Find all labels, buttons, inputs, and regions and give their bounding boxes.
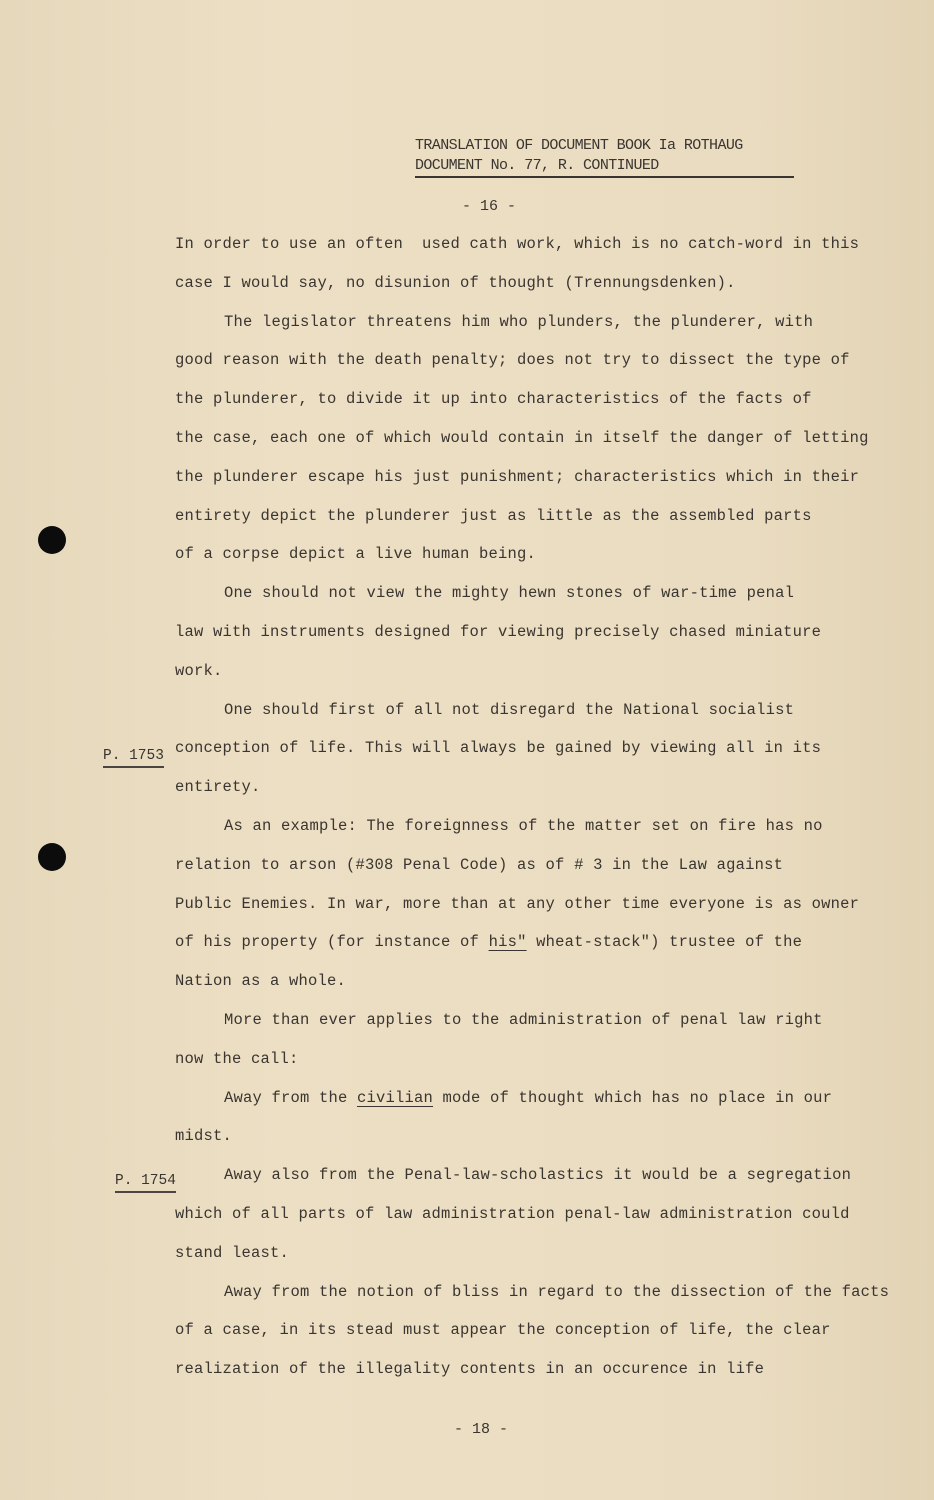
text-segment: the case, each one of which would contain in itself the danger of letting: [175, 429, 869, 447]
text-segment: now the call:: [175, 1049, 299, 1068]
text-line: [175, 662, 223, 680]
text-line: [224, 313, 813, 331]
text-line: [175, 972, 346, 990]
text-segment: In order to use an often used cath work, which is no catch-word in this: [175, 235, 860, 253]
text-line: [175, 274, 736, 292]
text-line: [175, 1321, 831, 1339]
text-segment: One should first of all not disregard the National socialist: [224, 700, 795, 719]
text-segment: law with instruments designed for viewing precisely chased miniature: [175, 623, 822, 641]
text-segment: which of all parts of law administration penal-law administration could: [175, 1205, 850, 1223]
text-line: [175, 623, 821, 641]
page-number-bottom: - 18 -: [454, 1421, 509, 1438]
text-segment: midst.: [175, 1127, 233, 1146]
binder-hole: [38, 843, 66, 871]
text-line: [175, 429, 869, 447]
text-segment: the plunderer, to divide it up into characteristics of the facts of: [175, 390, 812, 409]
text-line: [175, 1244, 289, 1262]
text-segment: The legislator threatens him who plunders, the plunderer, with: [224, 312, 814, 331]
text-line: [175, 895, 859, 913]
text-segment: good reason with the death penalty; does not try to dissect the type of: [175, 351, 850, 370]
text-segment: stand least.: [175, 1243, 290, 1262]
text-line: [175, 778, 261, 796]
text-line: [175, 856, 783, 874]
text-line: [175, 739, 821, 757]
text-segment: Public Enemies. In war, more than at any other time everyone is as owner: [175, 894, 860, 913]
margin-note-page-ref: P. 1754: [115, 1173, 176, 1193]
text-segment: realization of the illegality contents in an occurence in life: [175, 1360, 765, 1379]
text-line: [175, 1205, 850, 1223]
text-line: [175, 545, 536, 563]
text-segment: Nation as a whole.: [175, 972, 347, 991]
underlined-text: his": [488, 933, 527, 952]
header-document-number: DOCUMENT No. 77, R. CONTINUED: [415, 157, 659, 174]
text-segment: entirety depict the plunderer just as little as the assembled parts: [175, 506, 812, 525]
text-segment: As an example: The foreignness of the matter set on fire has no: [224, 817, 823, 835]
text-segment: Away from the notion of bliss in regard to the dissection of the facts: [224, 1282, 890, 1301]
text-line: [224, 701, 794, 719]
text-line: [224, 1283, 889, 1301]
text-line: [224, 1011, 823, 1029]
text-line: [175, 1050, 299, 1068]
header-underline: [415, 176, 794, 178]
text-segment: work.: [175, 661, 223, 680]
text-line: [175, 507, 812, 525]
text-segment: Away from the: [224, 1088, 358, 1107]
text-line: [224, 584, 794, 602]
text-segment: relation to arson (#308 Penal Code) as of # 3 in the Law against: [175, 855, 784, 874]
text-line: [175, 235, 859, 253]
text-line: [175, 1127, 232, 1145]
text-segment: of a corpse depict a live human being.: [175, 545, 537, 564]
text-segment: case I would say, no disunion of thought (Trennungsdenken).: [175, 273, 736, 292]
text-segment: mode of thought which has no place in our: [433, 1088, 833, 1107]
binder-hole: [38, 526, 66, 554]
header-title: TRANSLATION OF DOCUMENT BOOK Ia ROTHAUG: [415, 137, 743, 154]
text-segment: the plunderer escape his just punishment; characteristics which in their: [175, 467, 860, 486]
text-segment: entirety.: [175, 778, 261, 797]
text-line: [175, 468, 859, 486]
text-line: [175, 1360, 764, 1378]
text-line: [175, 351, 850, 369]
text-segment: Away also from the Penal-law-scholastics it would be a segregation: [224, 1166, 852, 1185]
text-segment: More than ever applies to the administration of penal law right: [224, 1011, 823, 1029]
text-line: [175, 390, 812, 408]
text-line: [224, 817, 823, 835]
text-line: [224, 1089, 832, 1107]
text-segment: conception of life. This will always be gained by viewing all in its: [175, 739, 822, 758]
text-segment: of his property (for instance of: [175, 933, 489, 952]
text-segment: of a case, in its stead must appear the conception of life, the clear: [175, 1321, 831, 1340]
margin-note-page-ref: P. 1753: [103, 748, 164, 768]
text-line: [224, 1166, 851, 1184]
text-segment: One should not view the mighty hewn stones of war-time penal: [224, 584, 795, 603]
text-segment: wheat-stack") trustee of the: [526, 933, 803, 952]
page-number-top: - 16 -: [462, 198, 517, 215]
text-line: [175, 933, 802, 951]
underlined-text: civilian: [357, 1088, 434, 1107]
